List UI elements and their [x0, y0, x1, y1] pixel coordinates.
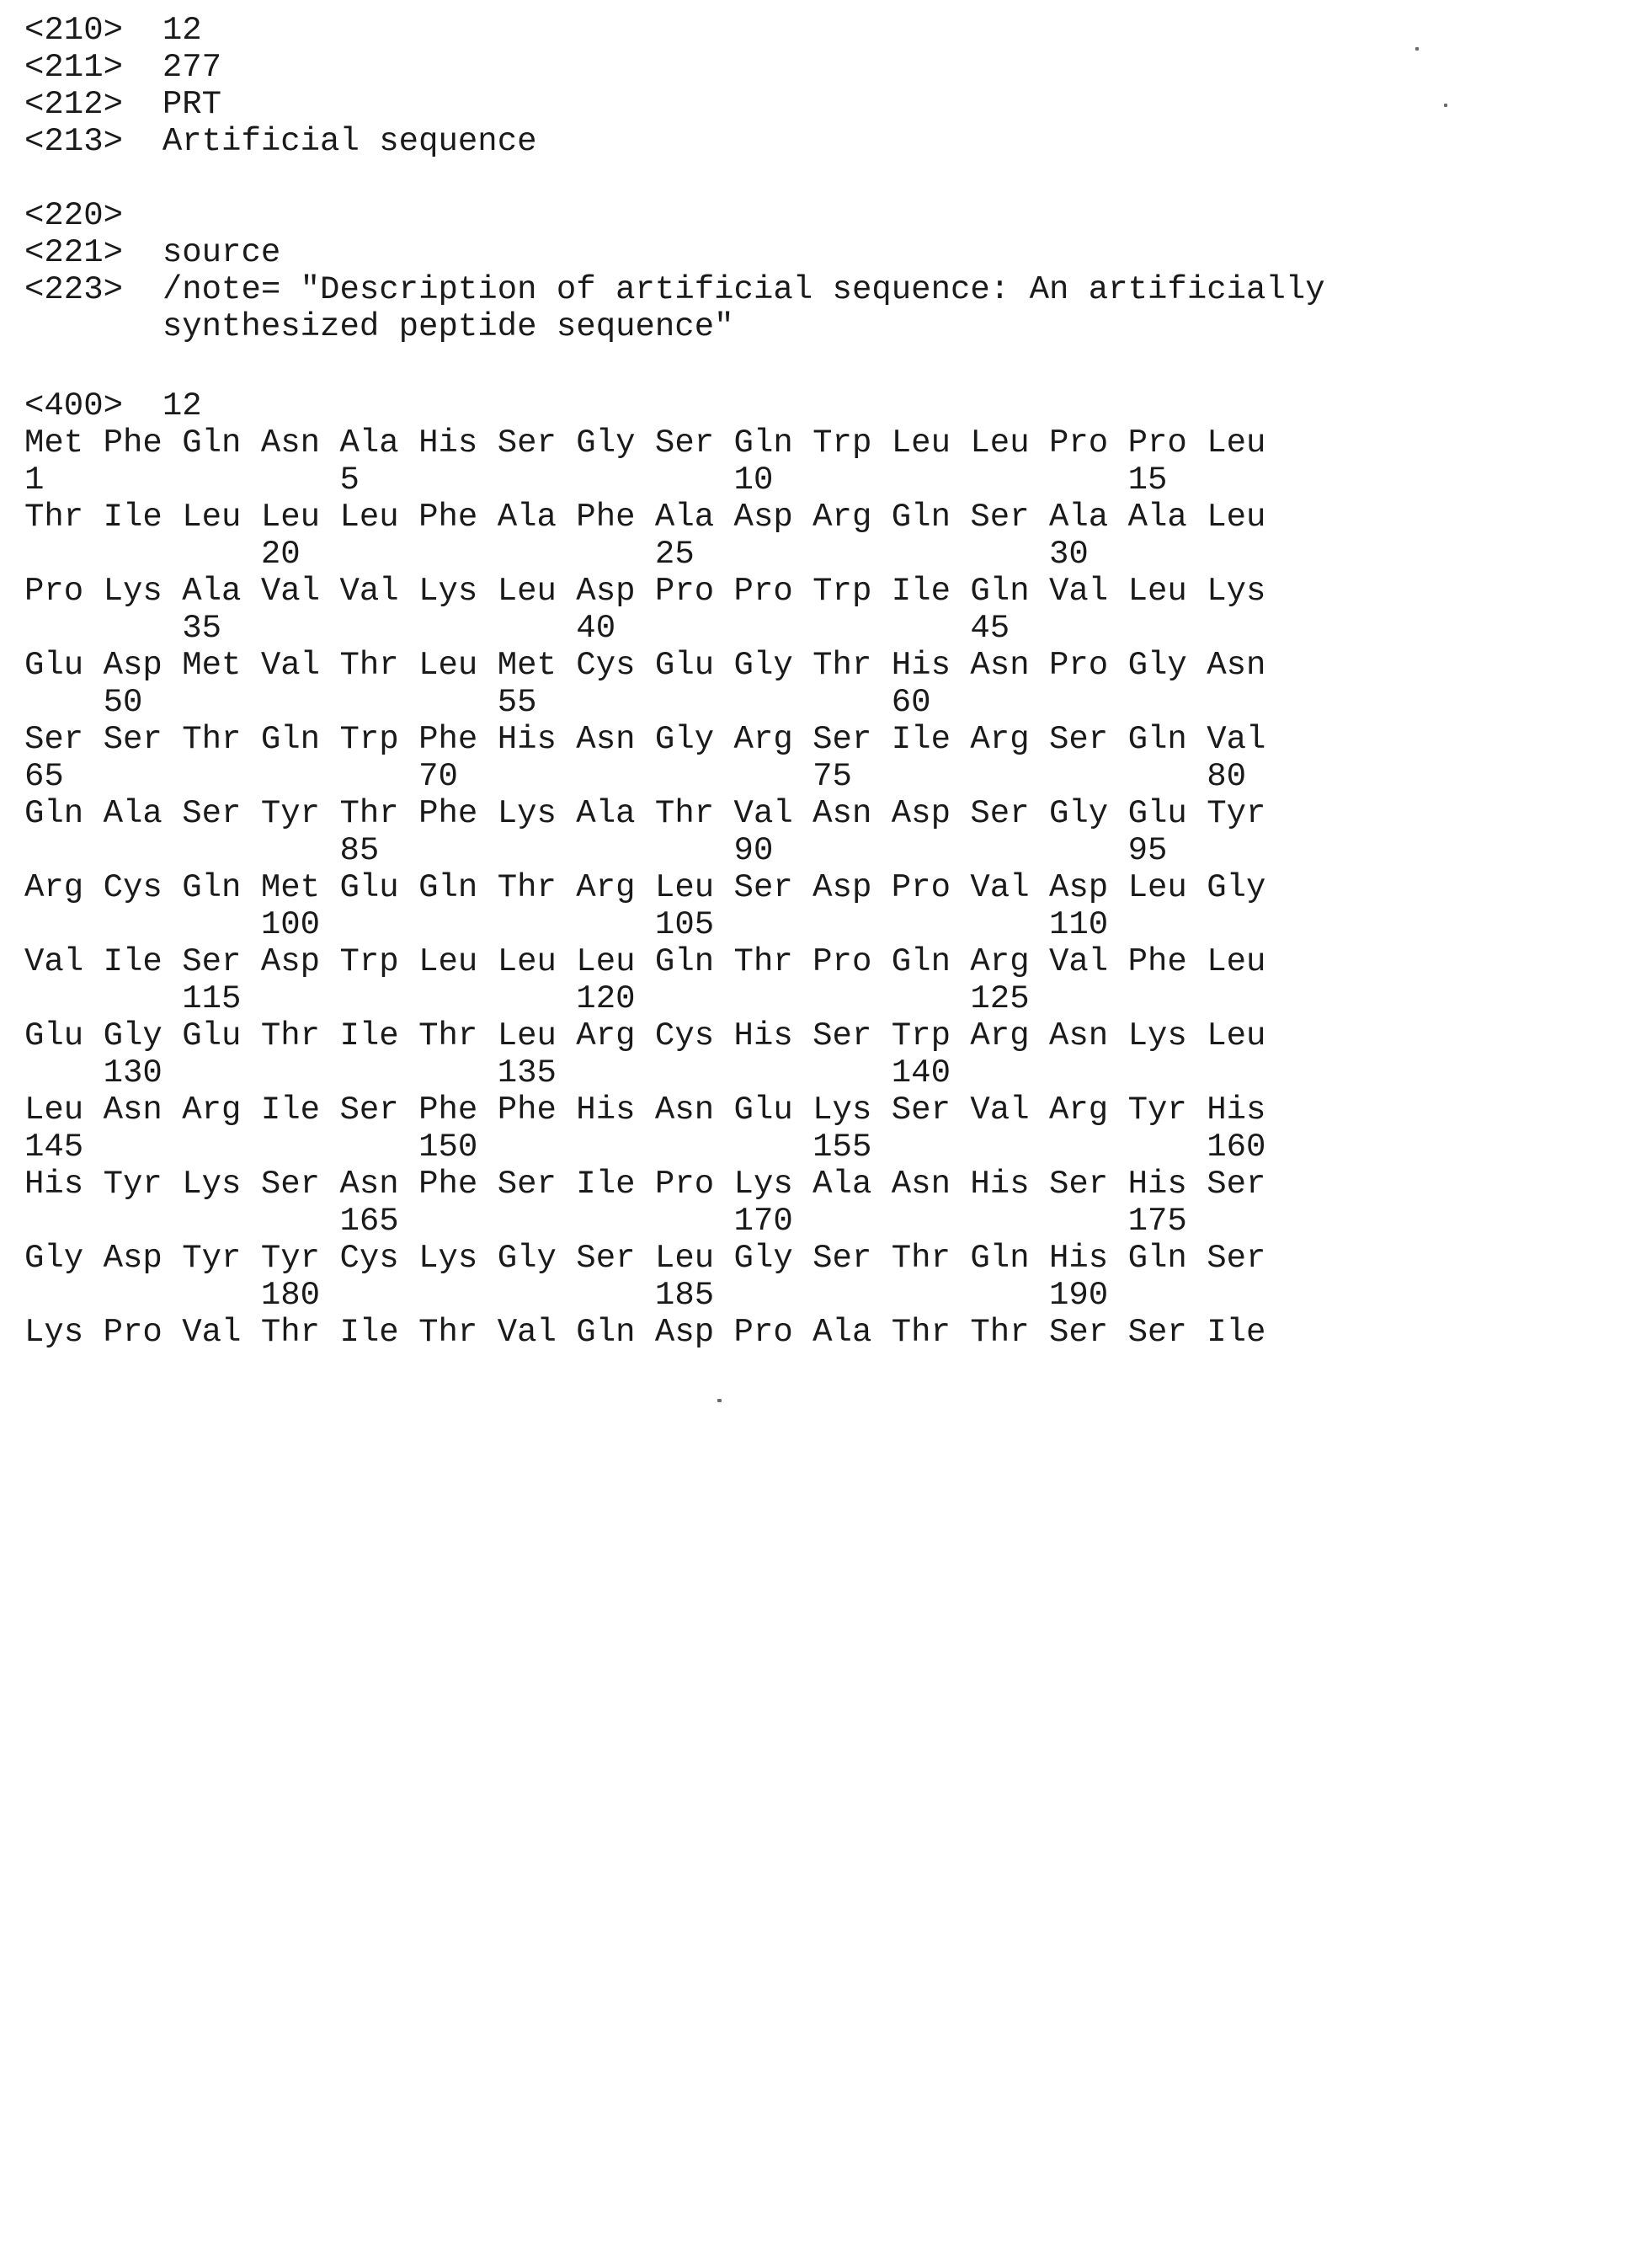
residue-line: Leu Asn Arg Ile Ser Phe Phe His Asn Glu Lys Ser Val Arg Tyr His	[24, 1091, 1266, 1129]
field-210-line	[24, 12, 1641, 49]
field-221-value: source	[162, 234, 281, 271]
residue-line: Lys Pro Val Thr Ile Thr Val Gln Asp Pro Ala Thr Thr Ser Ser Ile	[24, 1314, 1266, 1351]
residue-line: Met Phe Gln Asn Ala His Ser Gly Ser Gln Trp Leu Leu Pro Pro Leu	[24, 424, 1266, 462]
field-211-line	[24, 49, 1641, 86]
sequence-block-9	[24, 1017, 1641, 1091]
sequence-block-10	[24, 1091, 1641, 1166]
number-line: 145 150 155 160	[24, 1129, 1266, 1166]
sequence-block-1	[24, 424, 1641, 499]
residue-line: Thr Ile Leu Leu Leu Phe Ala Phe Ala Asp Arg Gln Ser Ala Ala Leu	[24, 499, 1266, 536]
sequence-block-11	[24, 1166, 1641, 1240]
number-line: 100 105 110	[24, 906, 1109, 943]
residue-line: Ser Ser Thr Gln Trp Phe His Asn Gly Arg Ser Ile Arg Ser Gln Val	[24, 721, 1266, 758]
blank-line	[24, 345, 1641, 387]
field-221-line	[24, 234, 1641, 271]
number-line: 180 185 190	[24, 1277, 1109, 1314]
sequence-block-3	[24, 573, 1641, 647]
sequence-block-13	[24, 1314, 1641, 1351]
number-line: 65 70 75 80	[24, 758, 1247, 795]
field-400-line	[24, 387, 1641, 424]
sequence-block-5	[24, 721, 1641, 795]
number-line: 35 40 45	[24, 610, 1010, 647]
field-213-tag: <213>	[24, 123, 124, 160]
blank-line	[24, 160, 1641, 197]
field-220-line	[24, 197, 1641, 234]
residue-line: Gln Ala Ser Tyr Thr Phe Lys Ala Thr Val Asn Asp Ser Gly Glu Tyr	[24, 795, 1266, 832]
residue-line: Glu Gly Glu Thr Ile Thr Leu Arg Cys His Ser Trp Arg Asn Lys Leu	[24, 1017, 1266, 1054]
field-400-tag: <400>	[24, 387, 124, 424]
number-line: 20 25 30	[24, 536, 1089, 573]
field-212-tag: <212>	[24, 86, 124, 123]
number-line: 50 55 60	[24, 684, 931, 721]
field-223-line	[24, 271, 1641, 308]
sequence-block-7	[24, 869, 1641, 943]
sequence-block-12	[24, 1240, 1641, 1314]
field-212-line	[24, 86, 1641, 123]
number-line: 165 170 175	[24, 1203, 1187, 1240]
residue-line: Arg Cys Gln Met Glu Gln Thr Arg Leu Ser Asp Pro Val Asp Leu Gly	[24, 869, 1266, 906]
number-line: 85 90 95	[24, 832, 1168, 869]
number-line: 130 135 140	[24, 1054, 951, 1091]
field-223-value: /note= "Description of artificial sequence: An artificially	[162, 271, 1325, 308]
sequence-block-2	[24, 499, 1641, 573]
residue-line: Pro Lys Ala Val Val Lys Leu Asp Pro Pro Trp Ile Gln Val Leu Lys	[24, 573, 1266, 610]
number-line: 1 5 10 15	[24, 462, 1168, 499]
field-220-tag: <220>	[24, 197, 124, 234]
field-210-value: 12	[162, 12, 202, 49]
residue-line: Val Ile Ser Asp Trp Leu Leu Leu Gln Thr Pro Gln Arg Val Phe Leu	[24, 943, 1266, 980]
number-line: 115 120 125	[24, 980, 1030, 1017]
sequence-block-6	[24, 795, 1641, 869]
field-221-tag: <221>	[24, 234, 124, 271]
residue-line: Gly Asp Tyr Tyr Cys Lys Gly Ser Leu Gly Ser Thr Gln His Gln Ser	[24, 1240, 1266, 1277]
residue-line: His Tyr Lys Ser Asn Phe Ser Ile Pro Lys Ala Asn His Ser His Ser	[24, 1166, 1266, 1203]
field-213-value: Artificial sequence	[162, 123, 537, 160]
field-210-tag: <210>	[24, 12, 124, 49]
field-400-value: 12	[162, 387, 202, 424]
sequence-block-8	[24, 943, 1641, 1017]
field-223-continuation: synthesized peptide sequence"	[162, 308, 734, 345]
field-213-line	[24, 123, 1641, 160]
residue-line: Glu Asp Met Val Thr Leu Met Cys Glu Gly Thr His Asn Pro Gly Asn	[24, 647, 1266, 684]
sequence-block-4	[24, 647, 1641, 721]
page-content	[24, 12, 1641, 1351]
scan-speckle	[717, 1399, 722, 1402]
field-223-continuation-line	[24, 308, 1641, 345]
field-211-value: 277	[162, 49, 222, 86]
field-223-tag: <223>	[24, 271, 124, 308]
field-211-tag: <211>	[24, 49, 124, 86]
field-212-value: PRT	[162, 86, 222, 123]
